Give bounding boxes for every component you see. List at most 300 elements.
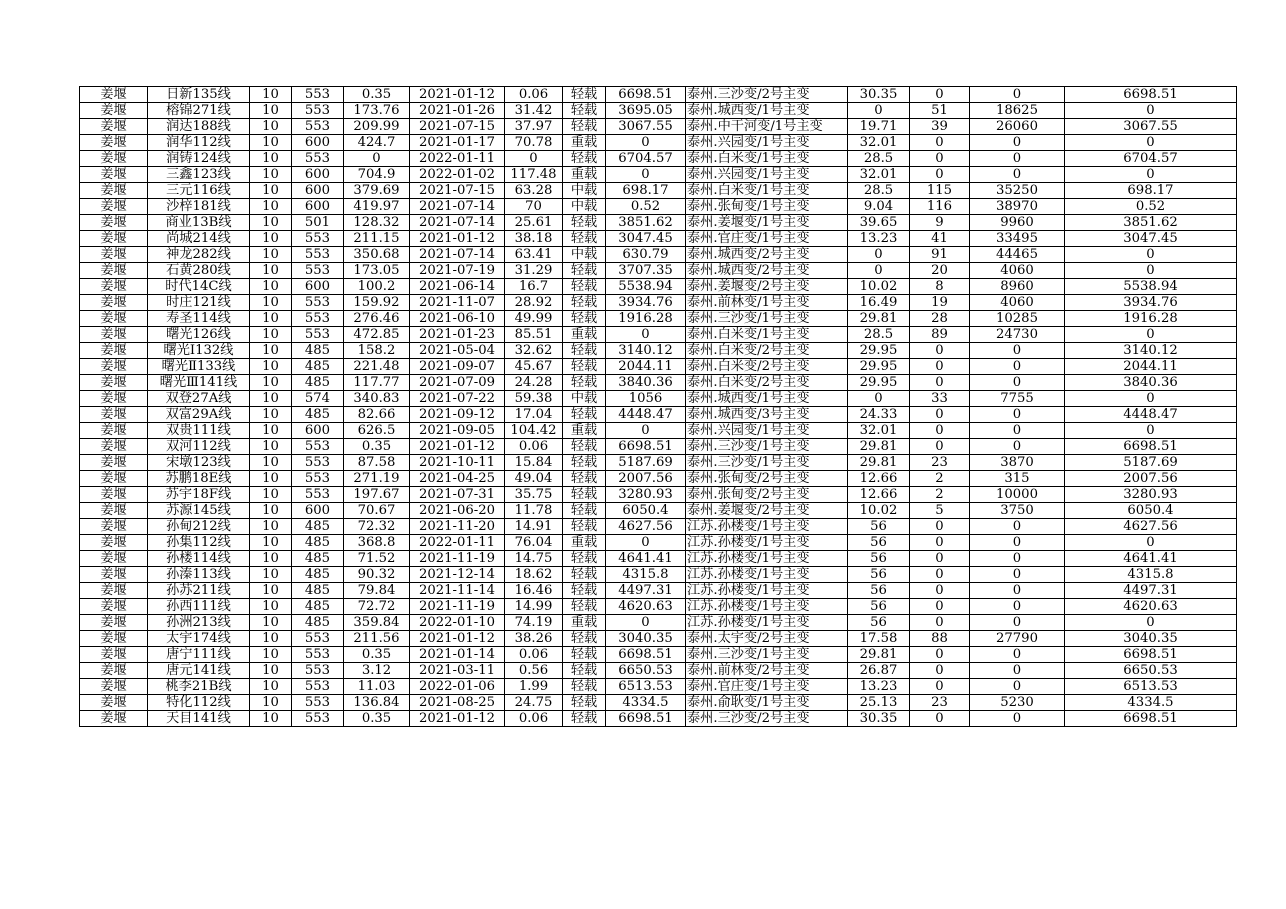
max-load-cell: 350.68 — [344, 247, 410, 263]
voltage-cell: 10 — [250, 295, 292, 311]
transformer-value-cell: 28.5 — [848, 327, 910, 343]
district-cell: 姜堰 — [80, 391, 148, 407]
load-status-cell: 轻载 — [563, 407, 606, 423]
line-name-cell: 桃李21B线 — [148, 679, 250, 695]
remaining-capacity-cell: 3280.93 — [1065, 487, 1237, 503]
count-cell: 0 — [910, 151, 970, 167]
capacity-cell: 501 — [292, 215, 344, 231]
total-capacity-cell: 0 — [970, 167, 1065, 183]
max-load-cell: 3.12 — [344, 663, 410, 679]
load-status-cell: 轻载 — [563, 439, 606, 455]
voltage-cell: 10 — [250, 423, 292, 439]
voltage-cell: 10 — [250, 519, 292, 535]
load-rate-cell: 1.99 — [505, 679, 563, 695]
max-load-cell: 379.69 — [344, 183, 410, 199]
date-cell: 2021-01-12 — [410, 87, 505, 103]
capacity-cell: 553 — [292, 679, 344, 695]
load-rate-cell: 49.99 — [505, 311, 563, 327]
transformer-value-cell: 10.02 — [848, 279, 910, 295]
line-name-cell: 孙西111线 — [148, 599, 250, 615]
date-cell: 2021-07-15 — [410, 183, 505, 199]
district-cell: 姜堰 — [80, 167, 148, 183]
line-name-cell: 孙集112线 — [148, 535, 250, 551]
total-capacity-cell: 0 — [970, 535, 1065, 551]
max-load-cell: 211.15 — [344, 231, 410, 247]
voltage-cell: 10 — [250, 311, 292, 327]
date-cell: 2021-01-12 — [410, 439, 505, 455]
date-cell: 2021-04-25 — [410, 471, 505, 487]
transformer-cell: 泰州.三沙变/2号主变 — [686, 711, 848, 727]
max-load-cell: 173.05 — [344, 263, 410, 279]
remaining-capacity-cell: 1916.28 — [1065, 311, 1237, 327]
load-status-cell: 轻载 — [563, 311, 606, 327]
capacity-cell: 485 — [292, 343, 344, 359]
max-load-cell: 424.7 — [344, 135, 410, 151]
capacity-cell: 553 — [292, 631, 344, 647]
date-cell: 2022-01-06 — [410, 679, 505, 695]
capacity-cell: 600 — [292, 503, 344, 519]
line-name-cell: 苏鹏18E线 — [148, 471, 250, 487]
table-row — [80, 711, 1237, 727]
load-rate-cell: 0.56 — [505, 663, 563, 679]
load-rate-cell: 0.06 — [505, 439, 563, 455]
line-name-cell: 神龙282线 — [148, 247, 250, 263]
load-status-cell: 轻载 — [563, 343, 606, 359]
total-capacity-cell: 0 — [970, 135, 1065, 151]
count-cell: 88 — [910, 631, 970, 647]
transformer-cell: 泰州.姜堰变/1号主变 — [686, 215, 848, 231]
load-status-cell: 中载 — [563, 391, 606, 407]
count-cell: 19 — [910, 295, 970, 311]
voltage-cell: 10 — [250, 503, 292, 519]
load-status-cell: 轻载 — [563, 711, 606, 727]
line-name-cell: 唐宁111线 — [148, 647, 250, 663]
remaining-capacity-cell: 0 — [1065, 135, 1237, 151]
district-cell: 姜堰 — [80, 295, 148, 311]
total-capacity-cell: 0 — [970, 439, 1065, 455]
max-load-cell: 271.19 — [344, 471, 410, 487]
district-cell: 姜堰 — [80, 423, 148, 439]
voltage-cell: 10 — [250, 87, 292, 103]
capacity-cell: 485 — [292, 359, 344, 375]
remaining-capacity-cell: 698.17 — [1065, 183, 1237, 199]
transformer-cell: 泰州.兴园变/1号主变 — [686, 167, 848, 183]
available-capacity-cell: 6513.53 — [606, 679, 686, 695]
total-capacity-cell: 44465 — [970, 247, 1065, 263]
line-name-cell: 孙苏211线 — [148, 583, 250, 599]
date-cell: 2021-07-22 — [410, 391, 505, 407]
district-cell: 姜堰 — [80, 343, 148, 359]
capacity-cell: 485 — [292, 535, 344, 551]
count-cell: 0 — [910, 407, 970, 423]
remaining-capacity-cell: 5187.69 — [1065, 455, 1237, 471]
max-load-cell: 158.2 — [344, 343, 410, 359]
available-capacity-cell: 4620.63 — [606, 599, 686, 615]
total-capacity-cell: 3750 — [970, 503, 1065, 519]
transformer-cell: 泰州.城西变/1号主变 — [686, 103, 848, 119]
transformer-cell: 泰州.兴园变/1号主变 — [686, 135, 848, 151]
line-name-cell: 三鑫123线 — [148, 167, 250, 183]
remaining-capacity-cell: 6513.53 — [1065, 679, 1237, 695]
line-name-cell: 孙楼114线 — [148, 551, 250, 567]
load-status-cell: 轻载 — [563, 519, 606, 535]
load-rate-cell: 63.41 — [505, 247, 563, 263]
transformer-value-cell: 10.02 — [848, 503, 910, 519]
remaining-capacity-cell: 3840.36 — [1065, 375, 1237, 391]
date-cell: 2022-01-11 — [410, 535, 505, 551]
district-cell: 姜堰 — [80, 551, 148, 567]
available-capacity-cell: 6704.57 — [606, 151, 686, 167]
transformer-value-cell: 29.81 — [848, 455, 910, 471]
load-status-cell: 轻载 — [563, 663, 606, 679]
table-row — [80, 199, 1237, 215]
available-capacity-cell: 4448.47 — [606, 407, 686, 423]
voltage-cell: 10 — [250, 247, 292, 263]
load-rate-cell: 28.92 — [505, 295, 563, 311]
max-load-cell: 0.35 — [344, 711, 410, 727]
remaining-capacity-cell: 4448.47 — [1065, 407, 1237, 423]
transformer-value-cell: 12.66 — [848, 471, 910, 487]
max-load-cell: 419.97 — [344, 199, 410, 215]
district-cell: 姜堰 — [80, 247, 148, 263]
load-rate-cell: 70.78 — [505, 135, 563, 151]
transformer-value-cell: 56 — [848, 583, 910, 599]
available-capacity-cell: 0 — [606, 327, 686, 343]
total-capacity-cell: 0 — [970, 407, 1065, 423]
load-status-cell: 轻载 — [563, 647, 606, 663]
available-capacity-cell: 3280.93 — [606, 487, 686, 503]
district-cell: 姜堰 — [80, 615, 148, 631]
transformer-value-cell: 13.23 — [848, 679, 910, 695]
transformer-cell: 江苏.孙楼变/1号主变 — [686, 583, 848, 599]
district-cell: 姜堰 — [80, 263, 148, 279]
line-name-cell: 润华112线 — [148, 135, 250, 151]
load-status-cell: 轻载 — [563, 695, 606, 711]
table-row — [80, 423, 1237, 439]
load-status-cell: 轻载 — [563, 359, 606, 375]
district-cell: 姜堰 — [80, 487, 148, 503]
line-name-cell: 宋墩123线 — [148, 455, 250, 471]
count-cell: 2 — [910, 471, 970, 487]
transformer-cell: 泰州.城西变/3号主变 — [686, 407, 848, 423]
date-cell: 2021-11-20 — [410, 519, 505, 535]
line-name-cell: 双贵111线 — [148, 423, 250, 439]
voltage-cell: 10 — [250, 583, 292, 599]
load-rate-cell: 31.42 — [505, 103, 563, 119]
voltage-cell: 10 — [250, 375, 292, 391]
remaining-capacity-cell: 0 — [1065, 167, 1237, 183]
table-row — [80, 567, 1237, 583]
total-capacity-cell: 33495 — [970, 231, 1065, 247]
line-name-cell: 尚城214线 — [148, 231, 250, 247]
line-name-cell: 双河112线 — [148, 439, 250, 455]
transformer-cell: 泰州.张甸变/2号主变 — [686, 471, 848, 487]
capacity-cell: 485 — [292, 407, 344, 423]
remaining-capacity-cell: 3040.35 — [1065, 631, 1237, 647]
date-cell: 2021-06-14 — [410, 279, 505, 295]
load-status-cell: 轻载 — [563, 455, 606, 471]
transformer-cell: 泰州.太宇变/2号主变 — [686, 631, 848, 647]
date-cell: 2021-09-07 — [410, 359, 505, 375]
load-status-cell: 轻载 — [563, 567, 606, 583]
voltage-cell: 10 — [250, 343, 292, 359]
table-row — [80, 311, 1237, 327]
available-capacity-cell: 4334.5 — [606, 695, 686, 711]
transformer-cell: 泰州.张甸变/1号主变 — [686, 199, 848, 215]
district-cell: 姜堰 — [80, 631, 148, 647]
transformer-value-cell: 29.81 — [848, 439, 910, 455]
capacity-cell: 485 — [292, 615, 344, 631]
capacity-cell: 553 — [292, 231, 344, 247]
capacity-cell: 600 — [292, 183, 344, 199]
available-capacity-cell: 3695.05 — [606, 103, 686, 119]
table-row — [80, 535, 1237, 551]
date-cell: 2022-01-02 — [410, 167, 505, 183]
count-cell: 51 — [910, 103, 970, 119]
available-capacity-cell: 3934.76 — [606, 295, 686, 311]
count-cell: 0 — [910, 535, 970, 551]
date-cell: 2021-01-26 — [410, 103, 505, 119]
max-load-cell: 71.52 — [344, 551, 410, 567]
date-cell: 2021-01-12 — [410, 631, 505, 647]
transformer-value-cell: 17.58 — [848, 631, 910, 647]
transformer-cell: 江苏.孙楼变/1号主变 — [686, 599, 848, 615]
capacity-cell: 600 — [292, 279, 344, 295]
load-rate-cell: 14.75 — [505, 551, 563, 567]
available-capacity-cell: 0 — [606, 135, 686, 151]
load-status-cell: 轻载 — [563, 215, 606, 231]
voltage-cell: 10 — [250, 359, 292, 375]
line-name-cell: 曙光Ⅰ132线 — [148, 343, 250, 359]
count-cell: 0 — [910, 647, 970, 663]
count-cell: 0 — [910, 599, 970, 615]
available-capacity-cell: 2044.11 — [606, 359, 686, 375]
transformer-value-cell: 56 — [848, 551, 910, 567]
date-cell: 2021-07-31 — [410, 487, 505, 503]
district-cell: 姜堰 — [80, 407, 148, 423]
district-cell: 姜堰 — [80, 535, 148, 551]
available-capacity-cell: 3851.62 — [606, 215, 686, 231]
capacity-cell: 574 — [292, 391, 344, 407]
count-cell: 39 — [910, 119, 970, 135]
district-cell: 姜堰 — [80, 503, 148, 519]
capacity-cell: 553 — [292, 471, 344, 487]
line-name-cell: 润达188线 — [148, 119, 250, 135]
load-rate-cell: 17.04 — [505, 407, 563, 423]
transformer-cell: 泰州.姜堰变/2号主变 — [686, 503, 848, 519]
line-name-cell: 天目141线 — [148, 711, 250, 727]
remaining-capacity-cell: 6650.53 — [1065, 663, 1237, 679]
transformer-cell: 泰州.三沙变/1号主变 — [686, 439, 848, 455]
available-capacity-cell: 1056 — [606, 391, 686, 407]
transformer-value-cell: 26.87 — [848, 663, 910, 679]
count-cell: 33 — [910, 391, 970, 407]
transformer-cell: 泰州.城西变/2号主变 — [686, 263, 848, 279]
table-row — [80, 679, 1237, 695]
table-row — [80, 439, 1237, 455]
remaining-capacity-cell: 2007.56 — [1065, 471, 1237, 487]
date-cell: 2021-12-14 — [410, 567, 505, 583]
max-load-cell: 221.48 — [344, 359, 410, 375]
max-load-cell: 70.67 — [344, 503, 410, 519]
load-rate-cell: 38.26 — [505, 631, 563, 647]
available-capacity-cell: 4497.31 — [606, 583, 686, 599]
voltage-cell: 10 — [250, 455, 292, 471]
max-load-cell: 90.32 — [344, 567, 410, 583]
count-cell: 0 — [910, 663, 970, 679]
transformer-cell: 江苏.孙楼变/1号主变 — [686, 567, 848, 583]
date-cell: 2021-07-14 — [410, 199, 505, 215]
remaining-capacity-cell: 6050.4 — [1065, 503, 1237, 519]
load-rate-cell: 38.18 — [505, 231, 563, 247]
table-row — [80, 327, 1237, 343]
transformer-cell: 泰州.城西变/1号主变 — [686, 391, 848, 407]
table-row — [80, 615, 1237, 631]
line-name-cell: 苏宇18F线 — [148, 487, 250, 503]
voltage-cell: 10 — [250, 167, 292, 183]
transformer-cell: 泰州.城西变/2号主变 — [686, 247, 848, 263]
total-capacity-cell: 7755 — [970, 391, 1065, 407]
district-cell: 姜堰 — [80, 151, 148, 167]
load-rate-cell: 14.91 — [505, 519, 563, 535]
total-capacity-cell: 0 — [970, 151, 1065, 167]
load-rate-cell: 76.04 — [505, 535, 563, 551]
line-name-cell: 特化112线 — [148, 695, 250, 711]
voltage-cell: 10 — [250, 279, 292, 295]
transformer-value-cell: 30.35 — [848, 87, 910, 103]
count-cell: 8 — [910, 279, 970, 295]
transformer-cell: 泰州.前林变/2号主变 — [686, 663, 848, 679]
district-cell: 姜堰 — [80, 231, 148, 247]
load-rate-cell: 31.29 — [505, 263, 563, 279]
table-row — [80, 647, 1237, 663]
count-cell: 0 — [910, 423, 970, 439]
voltage-cell: 10 — [250, 103, 292, 119]
load-rate-cell: 15.84 — [505, 455, 563, 471]
capacity-cell: 553 — [292, 711, 344, 727]
total-capacity-cell: 0 — [970, 567, 1065, 583]
line-name-cell: 双登27A线 — [148, 391, 250, 407]
capacity-cell: 600 — [292, 199, 344, 215]
max-load-cell: 211.56 — [344, 631, 410, 647]
available-capacity-cell: 0 — [606, 615, 686, 631]
load-rate-cell: 16.7 — [505, 279, 563, 295]
load-status-cell: 轻载 — [563, 551, 606, 567]
table-row — [80, 151, 1237, 167]
max-load-cell: 117.77 — [344, 375, 410, 391]
transformer-value-cell: 0 — [848, 103, 910, 119]
count-cell: 23 — [910, 455, 970, 471]
load-status-cell: 轻载 — [563, 375, 606, 391]
date-cell: 2021-06-10 — [410, 311, 505, 327]
transformer-cell: 江苏.孙楼变/1号主变 — [686, 535, 848, 551]
load-status-cell: 轻载 — [563, 679, 606, 695]
table-row — [80, 263, 1237, 279]
remaining-capacity-cell: 3047.45 — [1065, 231, 1237, 247]
total-capacity-cell: 8960 — [970, 279, 1065, 295]
district-cell: 姜堰 — [80, 583, 148, 599]
voltage-cell: 10 — [250, 391, 292, 407]
table-row — [80, 471, 1237, 487]
capacity-cell: 600 — [292, 135, 344, 151]
load-status-cell: 轻载 — [563, 87, 606, 103]
date-cell: 2021-11-19 — [410, 551, 505, 567]
total-capacity-cell: 4060 — [970, 263, 1065, 279]
district-cell: 姜堰 — [80, 103, 148, 119]
remaining-capacity-cell: 0.52 — [1065, 199, 1237, 215]
line-name-cell: 曙光Ⅱ133线 — [148, 359, 250, 375]
remaining-capacity-cell: 0 — [1065, 535, 1237, 551]
capacity-cell: 485 — [292, 375, 344, 391]
count-cell: 5 — [910, 503, 970, 519]
date-cell: 2021-03-11 — [410, 663, 505, 679]
count-cell: 0 — [910, 87, 970, 103]
load-status-cell: 轻载 — [563, 487, 606, 503]
transformer-value-cell: 24.33 — [848, 407, 910, 423]
voltage-cell: 10 — [250, 487, 292, 503]
line-name-cell: 石黄280线 — [148, 263, 250, 279]
max-load-cell: 0.35 — [344, 439, 410, 455]
transformer-value-cell: 29.95 — [848, 359, 910, 375]
district-cell: 姜堰 — [80, 311, 148, 327]
load-status-cell: 轻载 — [563, 471, 606, 487]
voltage-cell: 10 — [250, 567, 292, 583]
voltage-cell: 10 — [250, 615, 292, 631]
voltage-cell: 10 — [250, 183, 292, 199]
district-cell: 姜堰 — [80, 439, 148, 455]
capacity-cell: 553 — [292, 311, 344, 327]
transformer-value-cell: 28.5 — [848, 183, 910, 199]
total-capacity-cell: 0 — [970, 375, 1065, 391]
transformer-cell: 泰州.俞耿变/1号主变 — [686, 695, 848, 711]
count-cell: 91 — [910, 247, 970, 263]
remaining-capacity-cell: 0 — [1065, 263, 1237, 279]
line-name-cell: 日新135线 — [148, 87, 250, 103]
transformer-value-cell: 0 — [848, 263, 910, 279]
max-load-cell: 72.32 — [344, 519, 410, 535]
transformer-cell: 泰州.姜堰变/2号主变 — [686, 279, 848, 295]
total-capacity-cell: 5230 — [970, 695, 1065, 711]
date-cell: 2021-07-14 — [410, 247, 505, 263]
count-cell: 89 — [910, 327, 970, 343]
district-cell: 姜堰 — [80, 711, 148, 727]
line-name-cell: 双富29A线 — [148, 407, 250, 423]
count-cell: 41 — [910, 231, 970, 247]
available-capacity-cell: 0 — [606, 167, 686, 183]
max-load-cell: 368.8 — [344, 535, 410, 551]
available-capacity-cell: 0.52 — [606, 199, 686, 215]
total-capacity-cell: 0 — [970, 551, 1065, 567]
transformer-cell: 泰州.兴园变/1号主变 — [686, 423, 848, 439]
load-status-cell: 重载 — [563, 135, 606, 151]
table-body — [80, 87, 1237, 727]
total-capacity-cell: 27790 — [970, 631, 1065, 647]
district-cell: 姜堰 — [80, 199, 148, 215]
transformer-cell: 泰州.三沙变/1号主变 — [686, 455, 848, 471]
available-capacity-cell: 4315.8 — [606, 567, 686, 583]
voltage-cell: 10 — [250, 327, 292, 343]
max-load-cell: 79.84 — [344, 583, 410, 599]
load-status-cell: 轻载 — [563, 295, 606, 311]
load-status-cell: 重载 — [563, 327, 606, 343]
total-capacity-cell: 0 — [970, 663, 1065, 679]
max-load-cell: 173.76 — [344, 103, 410, 119]
total-capacity-cell: 9960 — [970, 215, 1065, 231]
count-cell: 0 — [910, 167, 970, 183]
total-capacity-cell: 0 — [970, 343, 1065, 359]
count-cell: 0 — [910, 375, 970, 391]
total-capacity-cell: 0 — [970, 711, 1065, 727]
